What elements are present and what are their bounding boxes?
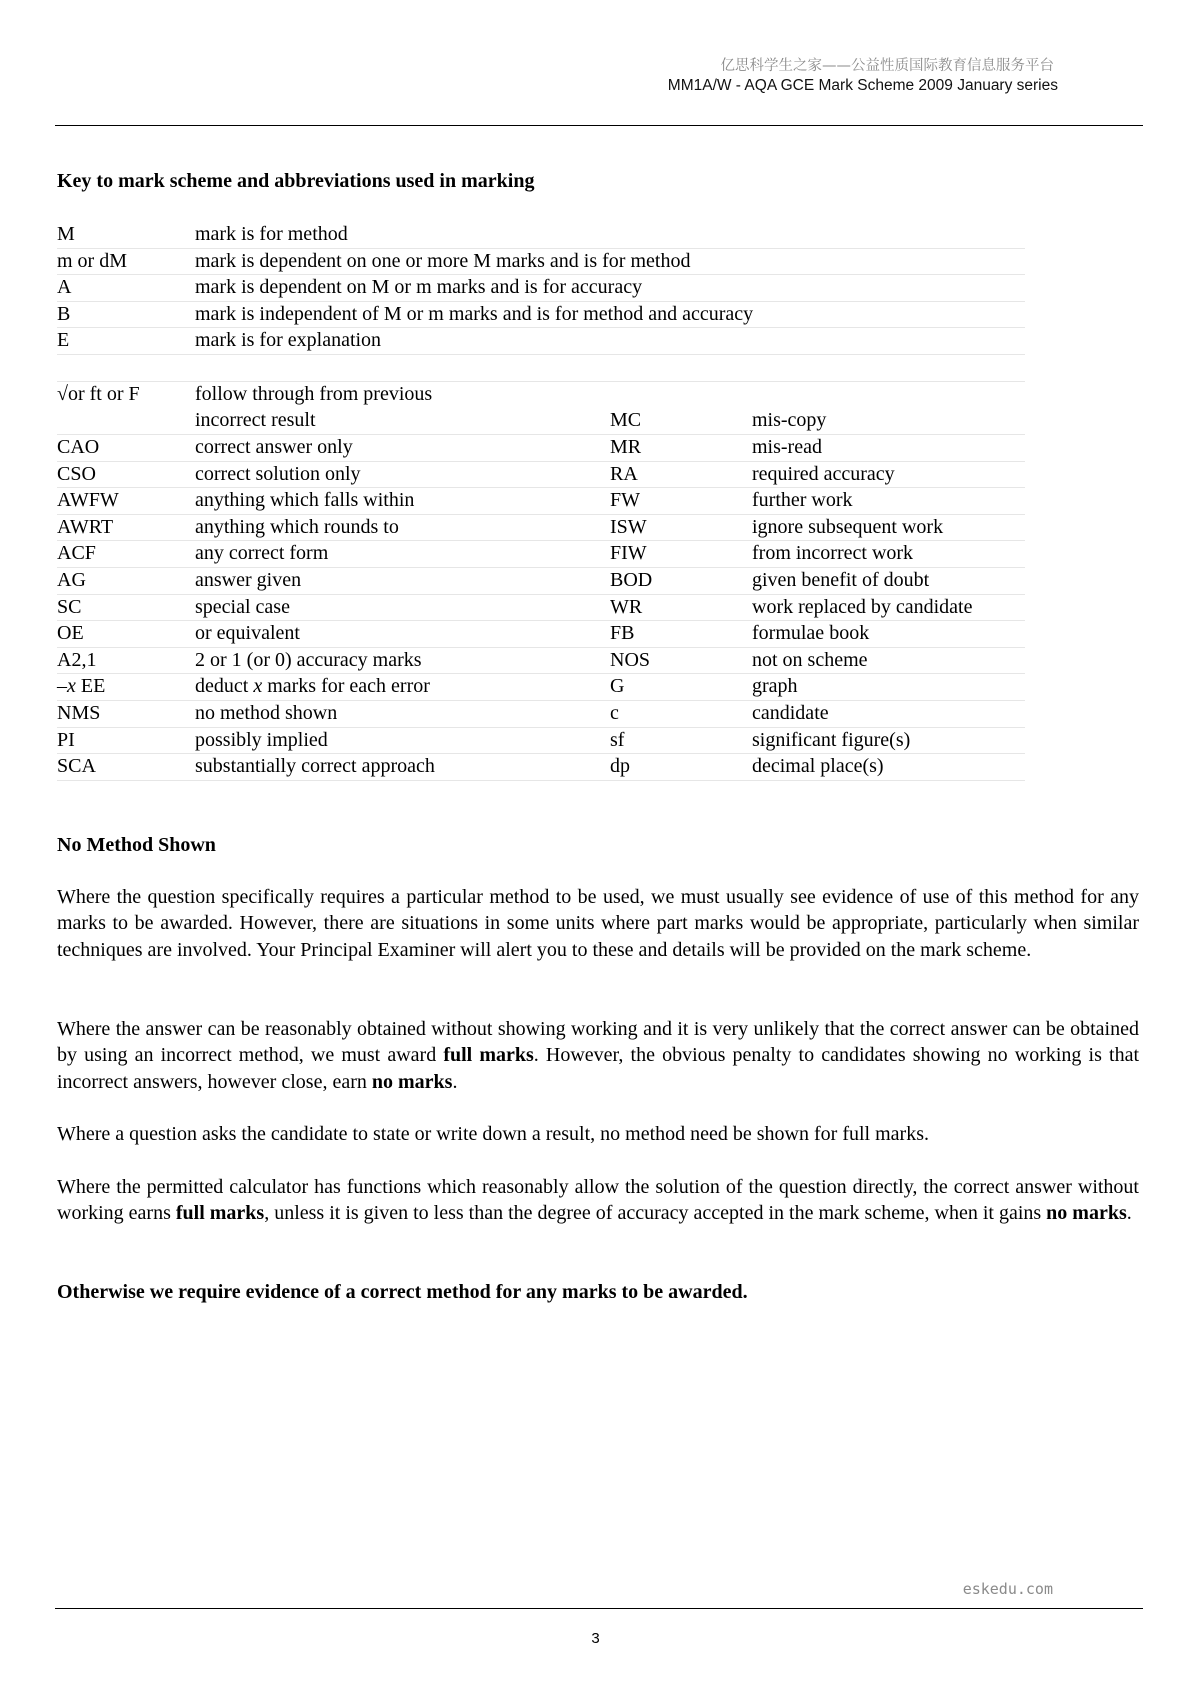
key-row-m bbox=[57, 222, 1025, 249]
key-meaning-prefix: deduct bbox=[195, 675, 254, 698]
key-abbr-2: MR bbox=[610, 435, 642, 458]
table-row bbox=[57, 648, 1025, 675]
paragraph-2-text-c: . bbox=[452, 1070, 458, 1093]
key-meaning-2: formulae book bbox=[752, 622, 870, 645]
key-abbr-prefix: – bbox=[57, 675, 67, 698]
key-meaning-2: significant figure(s) bbox=[752, 728, 911, 751]
key-meaning: mark is dependent on one or more M marks and is for method bbox=[195, 249, 691, 272]
key-meaning: or equivalent bbox=[195, 622, 300, 645]
key-abbr-2: BOD bbox=[610, 568, 653, 591]
key-meaning: substantially correct approach bbox=[195, 755, 435, 778]
key-abbr: PI bbox=[57, 728, 75, 751]
key-meaning: follow through from previous bbox=[195, 382, 433, 405]
key-meaning: 2 or 1 (or 0) accuracy marks bbox=[195, 648, 422, 671]
key-section-title: Key to mark scheme and abbreviations used in marking bbox=[57, 170, 535, 192]
key-abbr-2: FB bbox=[610, 622, 635, 645]
key-abbr: ACF bbox=[57, 542, 96, 565]
key-meaning: anything which rounds to bbox=[195, 515, 399, 538]
table-row bbox=[57, 541, 1025, 568]
no-method-title: No Method Shown bbox=[57, 834, 216, 856]
key-meaning-2: not on scheme bbox=[752, 648, 868, 671]
key-abbr: SCA bbox=[57, 755, 96, 778]
page-number: 3 bbox=[591, 1630, 600, 1647]
table-row bbox=[57, 701, 1025, 728]
key-abbr: CAO bbox=[57, 435, 100, 458]
key-abbr: m or dM bbox=[57, 249, 127, 272]
key-meaning-2: decimal place(s) bbox=[752, 755, 884, 778]
key-row-a bbox=[57, 275, 1025, 302]
key-table bbox=[57, 222, 1025, 781]
key-abbr: OE bbox=[57, 622, 84, 645]
key-meaning-2: mis-read bbox=[752, 435, 822, 458]
key-abbr: AWRT bbox=[57, 515, 114, 538]
key-abbr: SC bbox=[57, 595, 82, 618]
key-abbr-2: sf bbox=[610, 728, 625, 751]
key-abbr-2: MC bbox=[610, 408, 642, 431]
key-meaning: correct answer only bbox=[195, 435, 353, 458]
table-row bbox=[57, 488, 1025, 515]
key-abbr bbox=[57, 674, 105, 699]
key-meaning: correct solution only bbox=[195, 462, 361, 485]
key-row-follow-through bbox=[57, 382, 1025, 435]
paragraph-3: Where a question asks the candidate to state or write down a result, no method need be shown for full marks. bbox=[57, 1123, 929, 1145]
key-meaning: mark is for method bbox=[195, 223, 348, 245]
table-row bbox=[57, 595, 1025, 622]
paragraph-2-text-a: Where the answer can be reasonably obtained without showing working and it is very unlikely that the correct answer can be obtained by using an incorrect method, we must award bbox=[57, 1018, 1139, 1067]
key-meaning-2: from incorrect work bbox=[752, 542, 914, 565]
key-meaning: any correct form bbox=[195, 542, 329, 565]
key-meaning-2: graph bbox=[752, 675, 798, 698]
footer-watermark: eskedu.com bbox=[962, 1580, 1053, 1598]
key-abbr: AG bbox=[57, 568, 86, 591]
table-row bbox=[57, 728, 1025, 755]
header-watermark: 亿思科学生之家——公益性质国际教育信息服务平台 bbox=[720, 58, 1054, 74]
key-abbr-variable: x bbox=[67, 675, 76, 698]
key-meaning-variable: x bbox=[253, 675, 263, 698]
table-row bbox=[57, 674, 1025, 701]
paragraph-4-text-c: . bbox=[1126, 1202, 1132, 1225]
key-abbr: A bbox=[57, 276, 72, 299]
key-meaning: mark is dependent on M or m marks and is for accuracy bbox=[195, 276, 643, 299]
key-meaning: possibly implied bbox=[195, 728, 328, 751]
key-row-dm bbox=[57, 249, 1025, 276]
key-abbr-2: RA bbox=[610, 462, 638, 485]
key-abbr: M bbox=[57, 223, 75, 245]
key-meaning: mark is for explanation bbox=[195, 329, 382, 352]
key-abbr: √or ft or F bbox=[57, 382, 140, 405]
key-meaning: no method shown bbox=[195, 701, 338, 724]
table-row bbox=[57, 621, 1025, 648]
paragraph-2-bold-b: no marks bbox=[371, 1070, 453, 1093]
key-abbr-2: G bbox=[610, 675, 625, 698]
paragraph-5: Otherwise we require evidence of a correct method for any marks to be awarded. bbox=[57, 1281, 748, 1303]
key-meaning: mark is independent of M or m marks and is for method and accuracy bbox=[195, 302, 754, 325]
header-title: MM1A/W - AQA GCE Mark Scheme 2009 January series bbox=[667, 77, 1058, 94]
key-abbr-2: ISW bbox=[610, 515, 647, 538]
key-row-e bbox=[57, 328, 1025, 355]
key-meaning-2: candidate bbox=[752, 701, 829, 724]
key-abbr-suffix: EE bbox=[75, 675, 106, 698]
key-meaning-2: ignore subsequent work bbox=[752, 515, 944, 538]
table-row bbox=[57, 435, 1025, 462]
key-meaning-2: required accuracy bbox=[752, 462, 895, 485]
key-meaning-2: mis-copy bbox=[752, 408, 827, 431]
key-abbr: NMS bbox=[57, 701, 101, 724]
footer-rule bbox=[55, 1608, 1143, 1609]
key-meaning bbox=[195, 674, 430, 699]
paragraph-4-bold-a: full marks bbox=[175, 1202, 265, 1225]
table-row bbox=[57, 515, 1025, 542]
header-rule bbox=[55, 125, 1143, 126]
key-row-spacer bbox=[57, 355, 1025, 382]
key-abbr-2: FIW bbox=[610, 542, 647, 565]
table-row bbox=[57, 462, 1025, 489]
key-abbr: CSO bbox=[57, 462, 96, 485]
key-meaning-2: work replaced by candidate bbox=[752, 595, 973, 618]
key-abbr-2: WR bbox=[610, 595, 643, 618]
key-abbr-2: c bbox=[610, 701, 619, 724]
paragraph-4-bold-b: no marks bbox=[1046, 1202, 1127, 1225]
paragraph-4-text-a: Where the permitted calculator has functions which reasonably allow the solution of the question directly, the correct answer without working earns bbox=[57, 1176, 1139, 1225]
paragraph-4-text-b: , unless it is given to less than the degree of accuracy accepted in the mark scheme, when it gains bbox=[264, 1202, 1047, 1225]
key-abbr-2: NOS bbox=[610, 648, 651, 671]
key-meaning-2: further work bbox=[752, 489, 853, 512]
key-meaning-suffix: marks for each error bbox=[262, 675, 430, 698]
key-meaning: special case bbox=[195, 595, 290, 618]
key-abbr: E bbox=[57, 329, 70, 352]
key-abbr: B bbox=[57, 302, 71, 325]
key-meaning-continued: incorrect result bbox=[195, 408, 316, 431]
paragraph-2-bold-a: full marks bbox=[443, 1044, 534, 1067]
paragraph-4 bbox=[57, 1174, 1139, 1227]
key-meaning: anything which falls within bbox=[195, 489, 415, 512]
key-abbr-2: FW bbox=[610, 489, 640, 512]
paragraph-1: Where the question specifically requires a particular method to be used, we must usually see evidence of use of this method for any marks to be awarded. However, there are situations in some units where part marks would be appropriate, particularly when similar techniques are involved. Your Principal Examiner will alert you to these and details will be provided on the mark scheme. bbox=[57, 886, 1139, 961]
key-row-b bbox=[57, 302, 1025, 329]
key-meaning: answer given bbox=[195, 568, 302, 591]
key-abbr: AWFW bbox=[57, 489, 119, 512]
table-row bbox=[57, 754, 1025, 781]
paragraph-2-text-b: . However, the obvious penalty to candidates showing no working is that incorrect answers, however close, earn bbox=[57, 1044, 1140, 1093]
key-abbr: A2,1 bbox=[57, 648, 97, 671]
key-meaning-2: given benefit of doubt bbox=[752, 568, 930, 591]
key-abbr-2: dp bbox=[610, 755, 630, 778]
table-row bbox=[57, 568, 1025, 595]
paragraph-2 bbox=[57, 1016, 1139, 1095]
